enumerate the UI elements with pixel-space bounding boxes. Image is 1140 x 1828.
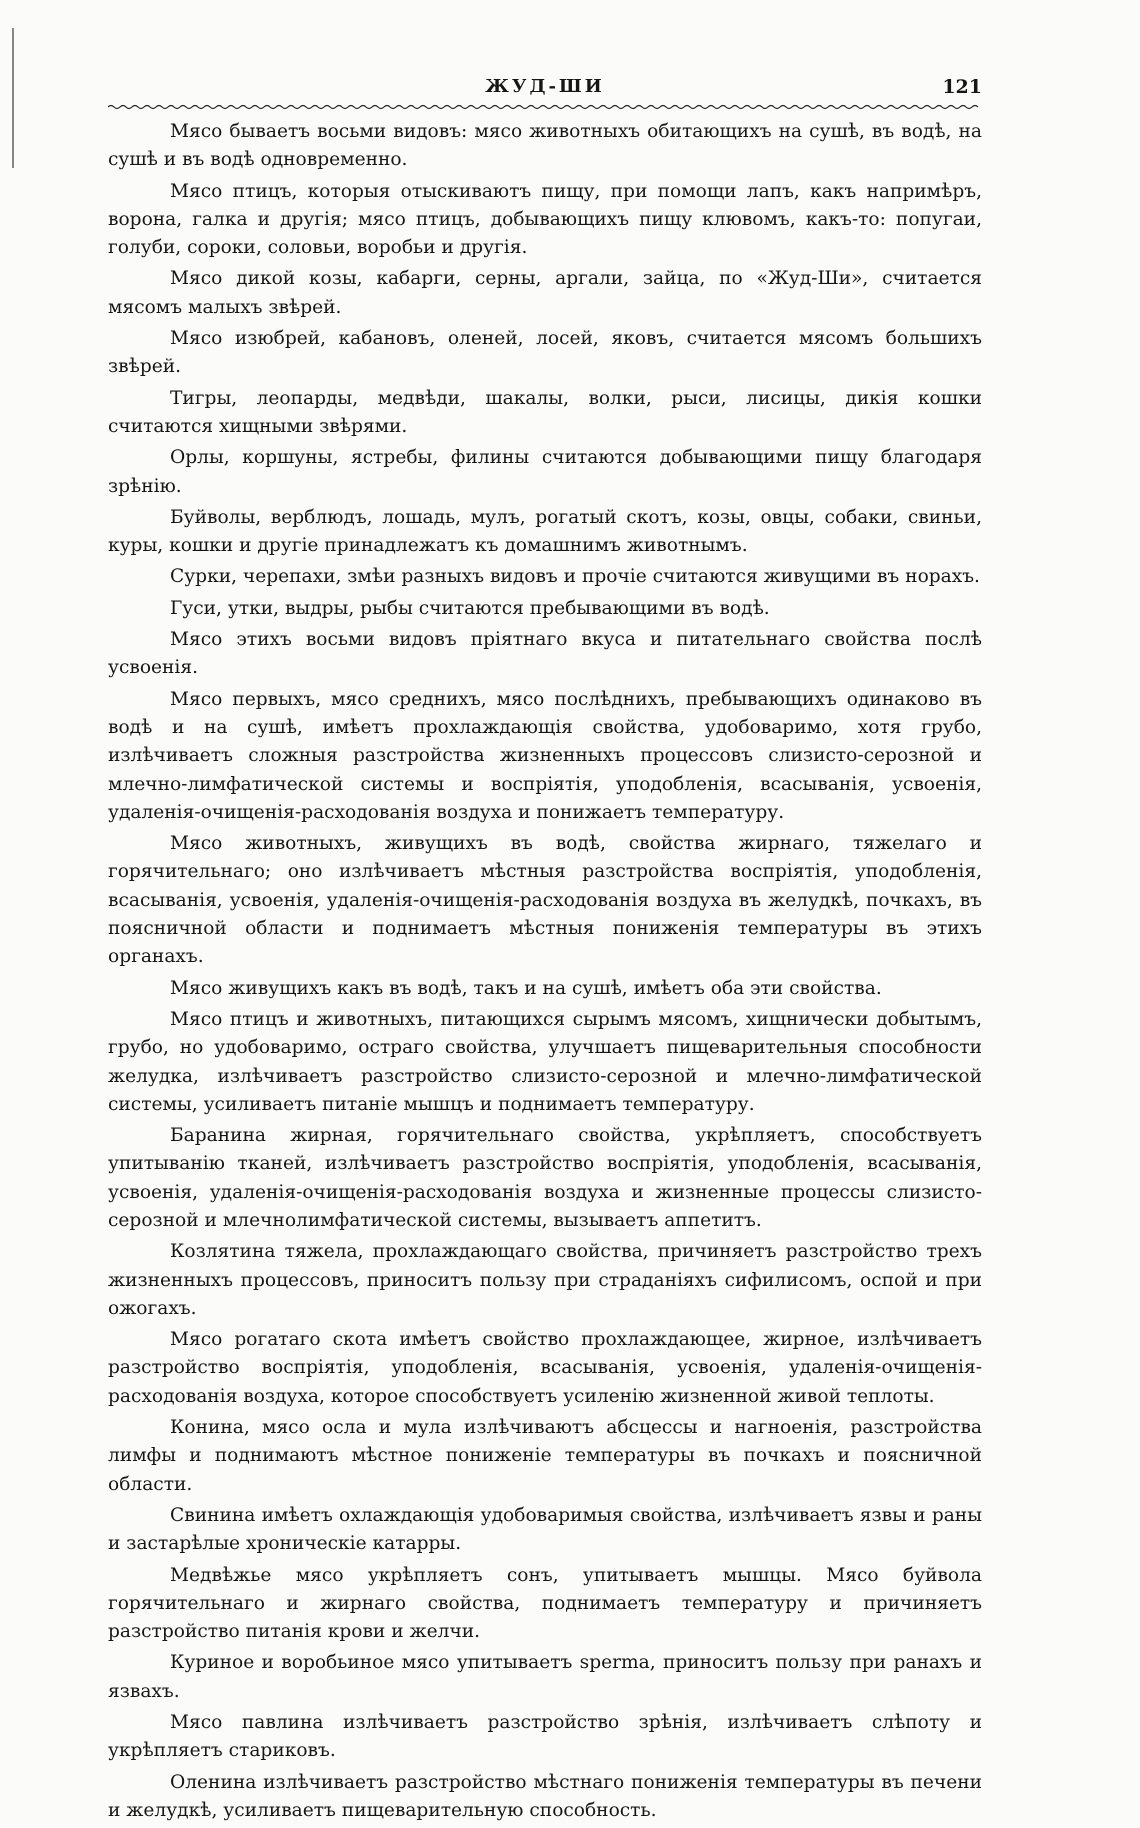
header-rule <box>108 104 982 110</box>
page-number: 121 <box>942 76 982 98</box>
paragraph: Мясо птицъ, которыя отыскиваютъ пищу, при помощи лапъ, какъ напримѣръ, ворона, галка и другія; мясо птицъ, добывающихъ пищу клювомъ, какъ-то: попугаи, голуби, сороки, соловьи, воробьи и другія. <box>108 180 982 259</box>
paragraph: Баранина жирная, горячительнаго свойства, укрѣпляетъ, способствуетъ упитыванію тканей, излѣчиваетъ разстройство воспріятія, уподобленія, всасыванія, усвоенія, удаленія-очищенія-расходованія воздуха и жизненные процессы слизисто-серозной и млечнолимфатической системы, вызываетъ аппетитъ. <box>108 1125 982 1231</box>
paragraph: Мясо первыхъ, мясо среднихъ, мясо послѣднихъ, пребывающихъ одинаково въ водѣ и на сушѣ, имѣетъ прохлаждающія свойства, удобоваримо, хотя грубо, излѣчиваетъ сложныя разстройства жизненныхъ процессовъ слизисто-серозной и млечно-лимфатической системы и воспріятія, уподобленія, всасыванія, усвоенія, удаленія-очищенія-расходованія воздуха и понижаетъ температуру. <box>108 688 982 823</box>
body-text <box>108 118 982 1828</box>
paragraph: Мясо павлина излѣчиваетъ разстройство зрѣнія, излѣчиваетъ слѣпоту и укрѣпляетъ стариковъ. <box>108 1712 982 1762</box>
paragraph: Медвѣжье мясо укрѣпляетъ сонъ, упитываетъ мышцы. Мясо буйвола горячительнаго и жирнаго свойства, поднимаетъ температуру и причиняетъ разстройство питанія крови и желчи. <box>108 1564 982 1643</box>
paragraph: Мясо животныхъ, живущихъ въ водѣ, свойства жирнаго, тяжелаго и горячительнаго; оно излѣчиваетъ мѣстныя разстройства воспріятія, уподобленія, всасыванія, усвоенія, удаленія-очищенія-расходованія воздуха въ желудкѣ, почкахъ, въ поясничной области и поднимаетъ мѣстныя пониженія температуры въ этихъ органахъ. <box>108 833 982 968</box>
paragraph: Орлы, коршуны, ястребы, филины считаются добывающими пищу благодаря зрѣнію. <box>108 447 982 497</box>
paragraph: Мясо живущихъ какъ въ водѣ, такъ и на сушѣ, имѣетъ оба эти свойства. <box>170 977 882 999</box>
paragraph: Гуси, утки, выдры, рыбы считаются пребывающими въ водѣ. <box>170 597 770 619</box>
paragraph: Конина, мясо осла и мула излѣчиваютъ абсцессы и нагноенія, разстройства лимфы и поднимаютъ мѣстное пониженіе температуры въ почкахъ и поясничной области. <box>108 1417 982 1495</box>
paragraph: Куриное и воробьиное мясо упитываетъ sperma, приноситъ пользу при ранахъ и язвахъ. <box>108 1652 982 1702</box>
paragraph: Мясо птицъ и животныхъ, питающихся сырымъ мясомъ, хищнически добытымъ, грубо, но удобоваримо, остраго свойства, улучшаетъ пищеварительныя способности желудка, излѣчиваетъ разстройство слизисто-серозной и млечно-лимфатической системы, усиливаетъ питаніе мышцъ и поднимаетъ температуру. <box>108 1008 982 1115</box>
paragraph: Мясо рогатаго скота имѣетъ свойство прохлаждающее, жирное, излѣчиваетъ разстройство воспріятія, уподобленія, всасыванія, усвоенія, удаленія-очищенія-расходованія воздуха, которое способствуетъ усиленію жизненной живой теплоты. <box>108 1329 982 1407</box>
paragraph: Мясо изюбрей, кабановъ, оленей, лосей, яковъ, считается мясомъ большихъ звѣрей. <box>108 328 982 378</box>
paragraph: Свинина имѣетъ охлаждающія удобоваримыя свойства, излѣчиваетъ язвы и раны и застарѣлые хроническіе катарры. <box>108 1504 982 1555</box>
running-head: ЖУД-ШИ <box>485 76 605 97</box>
paragraph: Мясо бываетъ восьми видовъ: мясо животныхъ обитающихъ на сушѣ, въ водѣ, на сушѣ и въ водѣ одновременно. <box>108 121 982 171</box>
page-header <box>108 76 982 104</box>
paragraph: Сурки, черепахи, змѣи разныхъ видовъ и прочіе считаются живущими въ норахъ. <box>170 566 980 588</box>
paragraph: Буйволы, верблюдъ, лошадь, мулъ, рогатый скотъ, козы, овцы, собаки, свиньи, куры, кошки и другіе принадлежатъ къ домашнимъ животнымъ. <box>108 506 982 557</box>
paragraph: Тигры, леопарды, медвѣди, шакалы, волки, рыси, лисицы, дикія кошки считаются хищными звѣрями. <box>108 387 982 437</box>
paragraph: Козлятина тяжела, прохлаждающаго свойства, причиняетъ разстройство трехъ жизненныхъ процессовъ, приноситъ пользу при страданіяхъ сифилисомъ, оспой и при ожогахъ. <box>108 1241 982 1319</box>
paragraph: Мясо этихъ восьми видовъ пріятнаго вкуса и питательнаго свойства послѣ усвоенія. <box>108 629 982 679</box>
scan-edge-mark <box>12 28 14 168</box>
paragraph: Оленина излѣчиваетъ разстройство мѣстнаго пониженія температуры въ печени и желудкѣ, усиливаетъ пищеварительную способность. <box>108 1771 982 1821</box>
paragraph: Мясо дикой козы, кабарги, серны, аргали, зайца, по «Жуд-Ши», считается мясомъ малыхъ звѣрей. <box>108 268 982 318</box>
